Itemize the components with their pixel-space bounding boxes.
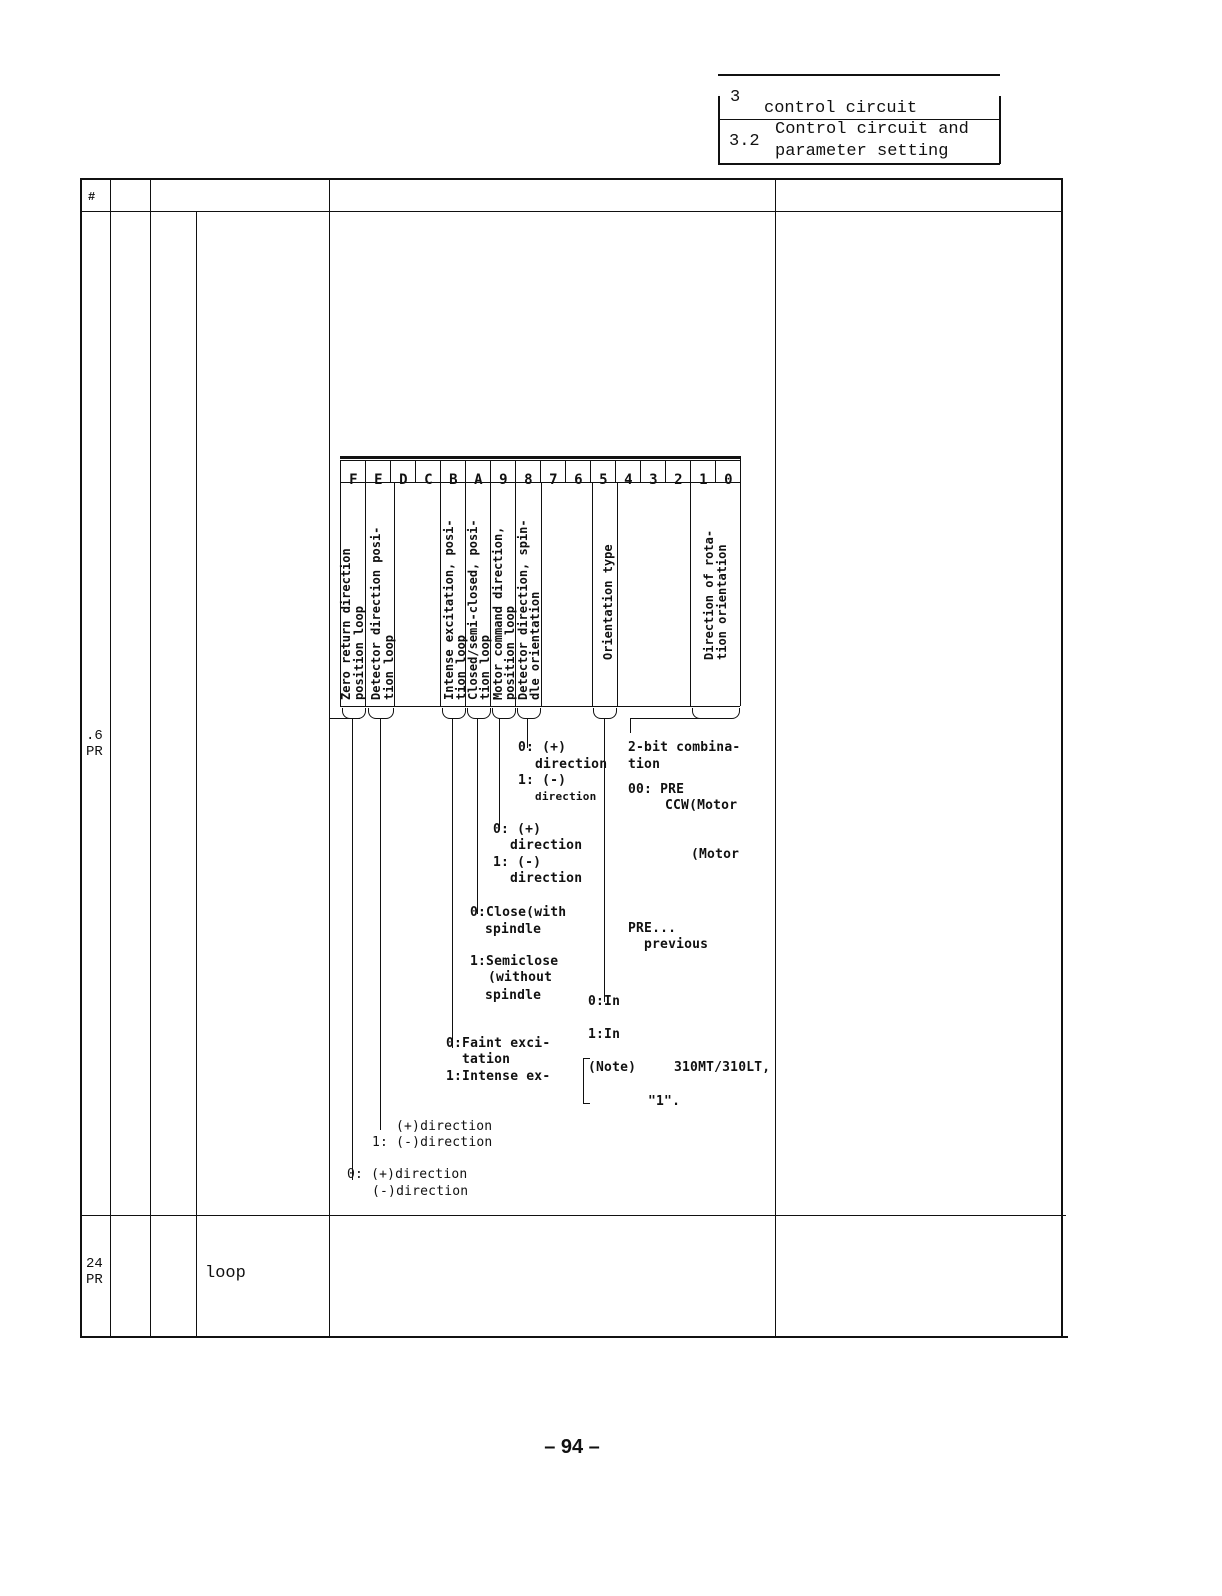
bit-F: F xyxy=(349,472,358,488)
label-bit-10-1: Direction of rota- xyxy=(702,529,716,660)
bit-8: 8 xyxy=(524,472,533,488)
label-bit-F-2: position loop xyxy=(352,606,366,700)
note-bitF-1: (-)direction xyxy=(372,1184,469,1199)
note-bit9-1: 1: (-) xyxy=(493,855,542,870)
note-bit8-0b: direction xyxy=(535,757,608,772)
row2-sub: PR xyxy=(86,1272,103,1288)
label-bit-F-1: Zero return direction xyxy=(339,548,353,700)
note-bitA-0b: spindle xyxy=(485,922,542,937)
bit-C: C xyxy=(424,472,433,488)
bit-E: E xyxy=(374,472,383,488)
label-bit-10-2: tion orientation xyxy=(715,544,729,660)
note-bit8-0: 0: (+) xyxy=(518,740,567,755)
label-bit-9-1: Motor command direction, xyxy=(491,526,505,700)
row1-sub: PR xyxy=(86,744,103,760)
note-bit10-b: tion xyxy=(628,757,661,772)
bit-6: 6 xyxy=(574,472,583,488)
note-bit9-1b: direction xyxy=(510,871,583,886)
note-bitB-0: 0:Faint exci- xyxy=(446,1036,551,1051)
bit-0: 0 xyxy=(724,472,733,488)
bit-3: 3 xyxy=(649,472,658,488)
note-bit5-1: 1:In xyxy=(588,1027,621,1042)
note-bit5-0: 0:In xyxy=(588,994,621,1009)
note-bitB-0b: tation xyxy=(462,1052,511,1067)
label-bit-8-2: dle orientation xyxy=(528,591,542,700)
note-b: 310MT/310LT, xyxy=(674,1060,771,1075)
note-bitA-1c: spindle xyxy=(485,988,542,1003)
note-bitE-1: 1: (-)direction xyxy=(372,1135,493,1150)
note-bitB-1: 1:Intense ex- xyxy=(446,1069,551,1084)
note-bitA-0: 0:Close(with xyxy=(470,905,567,920)
note-bit9-0: 0: (+) xyxy=(493,822,542,837)
label-bit-E-1: Detector direction posi- xyxy=(369,526,383,700)
note-bit10-d: CCW(Motor xyxy=(665,798,738,813)
bit-1: 1 xyxy=(699,472,708,488)
note-bitA-1: 1:Semiclose xyxy=(470,954,559,969)
section-title-line1: Control circuit and xyxy=(775,120,969,139)
bit-D: D xyxy=(399,472,408,488)
note-bit10-c: 00: PRE xyxy=(628,782,685,797)
note-bit10-e: (Motor xyxy=(691,847,740,862)
note-bitA-1b: (without xyxy=(488,970,553,985)
page-number: – 94 – xyxy=(544,1436,600,1458)
note-bit10-g: previous xyxy=(644,937,709,952)
section-title-line2: parameter setting xyxy=(775,142,949,161)
note-bitE-0: (+)direction xyxy=(396,1119,493,1134)
bit-9: 9 xyxy=(499,472,508,488)
label-bit-8-1: Detector direction, spin- xyxy=(516,519,530,700)
chapter-number: 3 xyxy=(730,88,741,107)
label-bit-A-1: Closed/semi-closed, posi- xyxy=(466,519,480,700)
note-bit9-0b: direction xyxy=(510,838,583,853)
bit-7: 7 xyxy=(549,472,558,488)
note-bit8-1: 1: (-) xyxy=(518,773,567,788)
label-bit-B-2: tion loop xyxy=(454,634,468,700)
note-a: (Note) xyxy=(588,1060,637,1075)
bit-5: 5 xyxy=(599,472,608,488)
section-number: 3.2 xyxy=(729,132,760,151)
row1-number: .6 xyxy=(86,728,103,744)
row2-name: loop xyxy=(205,1264,246,1283)
bit-4: 4 xyxy=(624,472,633,488)
bit-2: 2 xyxy=(674,472,683,488)
column-header-number: # xyxy=(88,190,96,204)
note-bit8-1b: direction xyxy=(535,790,597,803)
label-bit-B-1: Intense excitation, posi- xyxy=(442,519,456,700)
note-bit10-f: PRE... xyxy=(628,921,677,936)
label-bit-9-2: position loop xyxy=(503,606,517,700)
note-bit10-a: 2-bit combina- xyxy=(628,740,741,755)
bit-A: A xyxy=(474,472,483,488)
label-bit-5: Orientation type xyxy=(601,544,615,660)
bit-B: B xyxy=(449,472,458,488)
chapter-title: control circuit xyxy=(764,99,918,118)
label-bit-E-2: tion loop xyxy=(382,634,396,700)
note-bitF-0: 0: (+)direction xyxy=(347,1167,468,1182)
label-bit-A-2: tion loop xyxy=(478,634,492,700)
note-c: "1". xyxy=(648,1094,681,1109)
row2-number: 24 xyxy=(86,1256,103,1272)
